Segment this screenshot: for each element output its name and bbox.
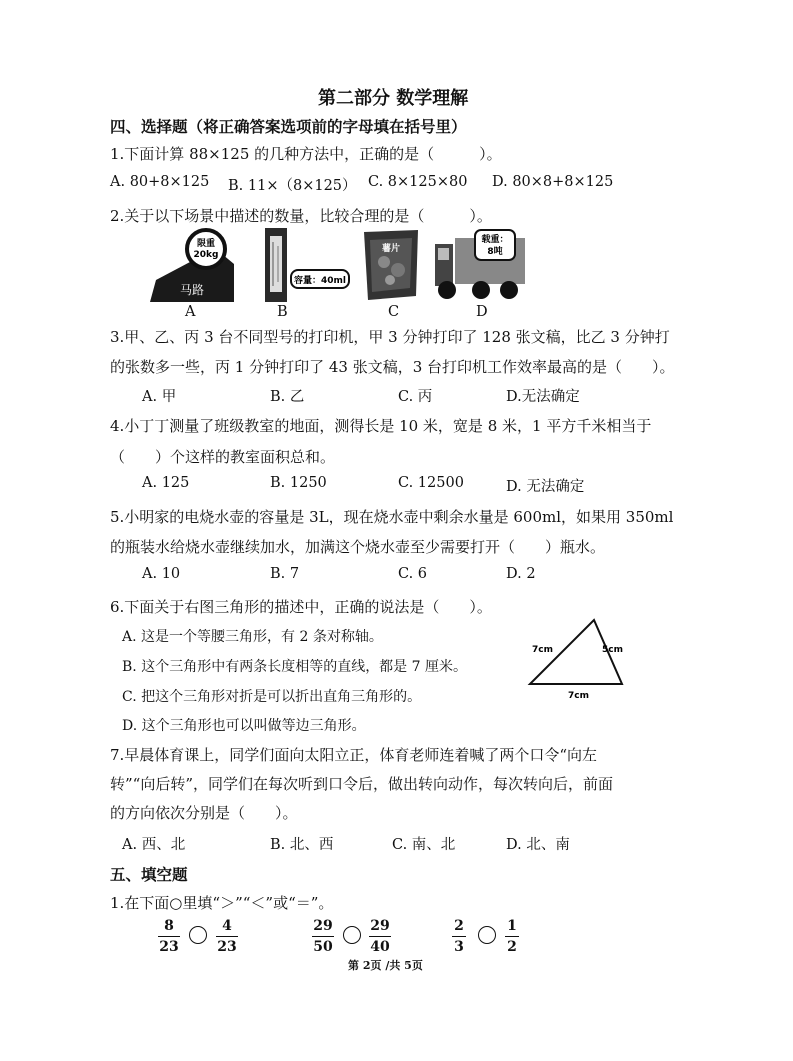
question-4-option-b: B. 1250: [270, 475, 327, 491]
fraction-pair3-right: [505, 918, 519, 955]
page-title: 第二部分 数学理解: [318, 88, 469, 109]
question-4-option-d: D. 无法确定: [506, 479, 585, 495]
question-1-option-b: B. 11×（8×125）: [228, 178, 357, 194]
question-6-option-b: B. 这个三角形中有两条长度相等的直线，都是 7 厘米。: [122, 659, 467, 675]
fraction-pair1-left: [158, 918, 180, 955]
question-5-option-a: A. 10: [142, 566, 181, 582]
numerator: 2: [454, 918, 464, 934]
scene-label-a: A: [185, 304, 196, 320]
question-5-option-b: B. 7: [270, 566, 300, 582]
isosceles-triangle-diagram: [522, 612, 632, 702]
question-5-line1: 5.小明家的电烧水壶的容量是 3L，现在烧水壶中剩余水量是 600ml，如果用 350ml: [110, 508, 674, 526]
question-5-line2: 的瓶装水给烧水壶继续加水，加满这个烧水壶至少需要打开（ ）瓶水。: [110, 538, 606, 556]
fill-in-question-1-stem: 1.在下面○里填“＞”“＜”或“＝”。: [110, 894, 334, 912]
scene-label-d: D: [476, 304, 488, 320]
triangle-left-side-label: 7cm: [532, 645, 553, 655]
bag-c-label: 薯片: [381, 244, 401, 254]
tag-d-line1: 载重：: [481, 235, 509, 245]
fraction-pair2-right: [369, 918, 391, 955]
section-four-heading: 四、选择题（将正确答案选项前的字母填在括号里）: [110, 117, 467, 136]
scene-label-b: B: [277, 304, 288, 320]
question-7-line2: 转”“向后转”，同学们在每次听到口令后，做出转向动作，每次转向后，前面: [110, 775, 614, 793]
scene-a-road-sign-image: [150, 228, 240, 304]
question-3-option-d: D.无法确定: [506, 389, 580, 405]
denominator: 40: [370, 939, 390, 955]
scene-b-container-image: [262, 226, 352, 304]
question-7-option-b: B. 北、西: [270, 837, 334, 853]
question-3-option-b: B. 乙: [270, 389, 305, 405]
question-4-line2: （ ）个这样的教室面积总和。: [110, 448, 336, 466]
question-3-option-c: C. 丙: [398, 389, 433, 405]
question-4-option-c: C. 12500: [398, 475, 464, 491]
numerator: 4: [222, 918, 232, 934]
question-6-option-a: A. 这是一个等腰三角形，有 2 条对称轴。: [122, 629, 383, 645]
numerator: 29: [313, 918, 333, 934]
question-2-stem: 2.关于以下场景中描述的数量，比较合理的是（ ）。: [110, 207, 492, 225]
question-6-option-c: C. 把这个三角形对折是可以折出直角三角形的。: [122, 689, 422, 705]
denominator: 2: [507, 939, 517, 955]
denominator: 23: [159, 939, 179, 955]
road-label: 马路: [179, 283, 205, 297]
compare-circle-2[interactable]: [343, 926, 361, 944]
fraction-pair2-left: [312, 918, 334, 955]
compare-circle-1[interactable]: [189, 926, 207, 944]
question-7-line3: 的方向依次分别是（ ）。: [110, 804, 298, 822]
question-5-option-c: C. 6: [398, 566, 428, 582]
denominator: 50: [313, 939, 333, 955]
question-6-option-d: D. 这个三角形也可以叫做等边三角形。: [122, 718, 366, 734]
triangle-right-side-label: 5cm: [602, 645, 623, 655]
numerator: 1: [507, 918, 517, 934]
scene-d-truck-image: [433, 226, 529, 302]
question-4-option-a: A. 125: [142, 475, 190, 491]
tag-b-text: 容量：40ml: [294, 276, 346, 286]
question-4-line1: 4.小丁丁测量了班级教室的地面，测得长是 10 米，宽是 8 米，1 平方千米相当于: [110, 417, 652, 435]
page-footer: 第 2页 /共 5页: [348, 959, 423, 972]
sign-a-line1: 限重: [196, 239, 216, 249]
question-3-line1: 3.甲、乙、丙 3 台不同型号的打印机，甲 3 分钟打印了 128 张文稿，比乙 3 分钟打: [110, 328, 670, 346]
question-1-stem: 1.下面计算 88×125 的几种方法中，正确的是（ ）。: [110, 145, 502, 163]
triangle-base-label: 7cm: [568, 691, 589, 701]
question-7-option-d: D. 北、南: [506, 837, 570, 853]
question-5-option-d: D. 2: [506, 566, 536, 582]
question-3-line2: 的张数多一些，丙 1 分钟打印了 43 张文稿，3 台打印机工作效率最高的是（ ）。: [110, 358, 675, 376]
question-7-option-a: A. 西、北: [122, 837, 186, 853]
scene-c-chip-bag-image: [360, 226, 424, 304]
sign-a-line2: 20kg: [193, 250, 219, 260]
section-five-heading: 五、填空题: [110, 865, 188, 884]
tag-d-line2: 8吨: [487, 247, 503, 257]
denominator: 3: [454, 939, 464, 955]
numerator: 8: [164, 918, 174, 934]
scene-label-c: C: [388, 304, 400, 320]
denominator: 23: [217, 939, 237, 955]
compare-circle-3[interactable]: [478, 926, 496, 944]
question-1-option-d: D. 80×8+8×125: [492, 174, 614, 190]
question-1-option-c: C. 8×125×80: [368, 174, 468, 190]
question-6-stem: 6.下面关于右图三角形的描述中，正确的说法是（ ）。: [110, 598, 492, 616]
numerator: 29: [370, 918, 390, 934]
fraction-pair1-right: [216, 918, 238, 955]
question-7-line1: 7.早晨体育课上，同学们面向太阳立正，体育老师连着喊了两个口令“向左: [110, 746, 597, 764]
question-1-option-a: A. 80+8×125: [110, 174, 210, 190]
fraction-pair3-left: [452, 918, 466, 955]
question-7-option-c: C. 南、北: [392, 837, 456, 853]
question-3-option-a: A. 甲: [142, 389, 177, 405]
